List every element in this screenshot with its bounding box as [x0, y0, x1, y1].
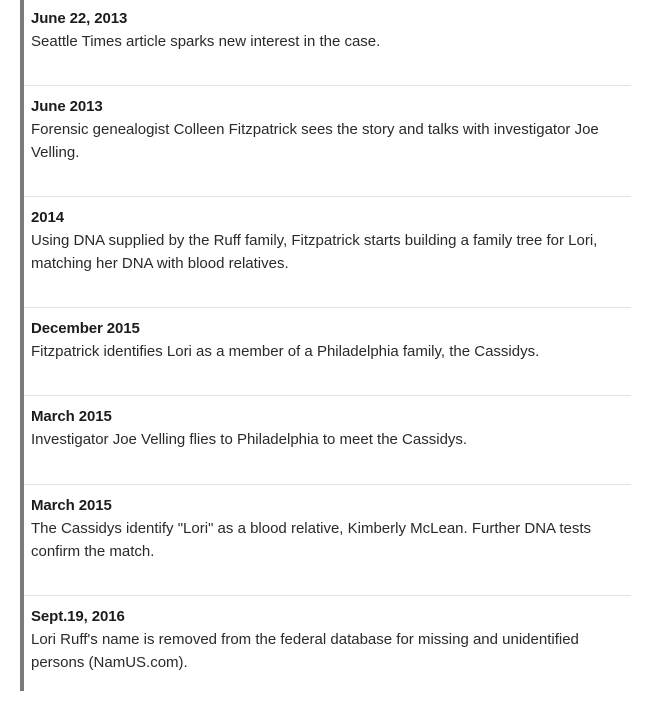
entry-date: June 2013 [31, 98, 103, 115]
timeline-entry [24, 485, 631, 596]
entry-date: March 2015 [31, 408, 112, 425]
timeline-entry [24, 86, 631, 197]
entry-text: Seattle Times article sparks new interest in the case. [31, 33, 381, 50]
entry-date: 2014 [31, 209, 64, 226]
timeline-entry [24, 0, 631, 86]
entry-date: December 2015 [31, 320, 140, 337]
entry-text: Fitzpatrick identifies Lori as a member of a Philadelphia family, the Cassidys. [31, 343, 540, 360]
entry-text: Lori Ruff's name is removed from the federal database for missing and unidentified persons (NamUS.com). [31, 631, 579, 671]
timeline-entry [24, 596, 631, 691]
entry-text: Forensic genealogist Colleen Fitzpatrick sees the story and talks with investigator Joe Velling. [31, 121, 599, 161]
timeline-entry [24, 197, 631, 308]
entry-date: March 2015 [31, 497, 112, 514]
entry-date: Sept.19, 2016 [31, 608, 125, 625]
timeline [20, 0, 631, 691]
entry-text: The Cassidys identify "Lori" as a blood relative, Kimberly McLean. Further DNA tests confirm the match. [31, 520, 592, 560]
entry-text: Investigator Joe Velling flies to Philadelphia to meet the Cassidys. [31, 431, 468, 448]
entry-date: June 22, 2013 [31, 10, 128, 27]
timeline-entry [24, 308, 631, 396]
timeline-entry [24, 396, 631, 485]
entry-text: Using DNA supplied by the Ruff family, Fitzpatrick starts building a family tree for Lori, matching her DNA with blood relatives. [31, 232, 598, 272]
